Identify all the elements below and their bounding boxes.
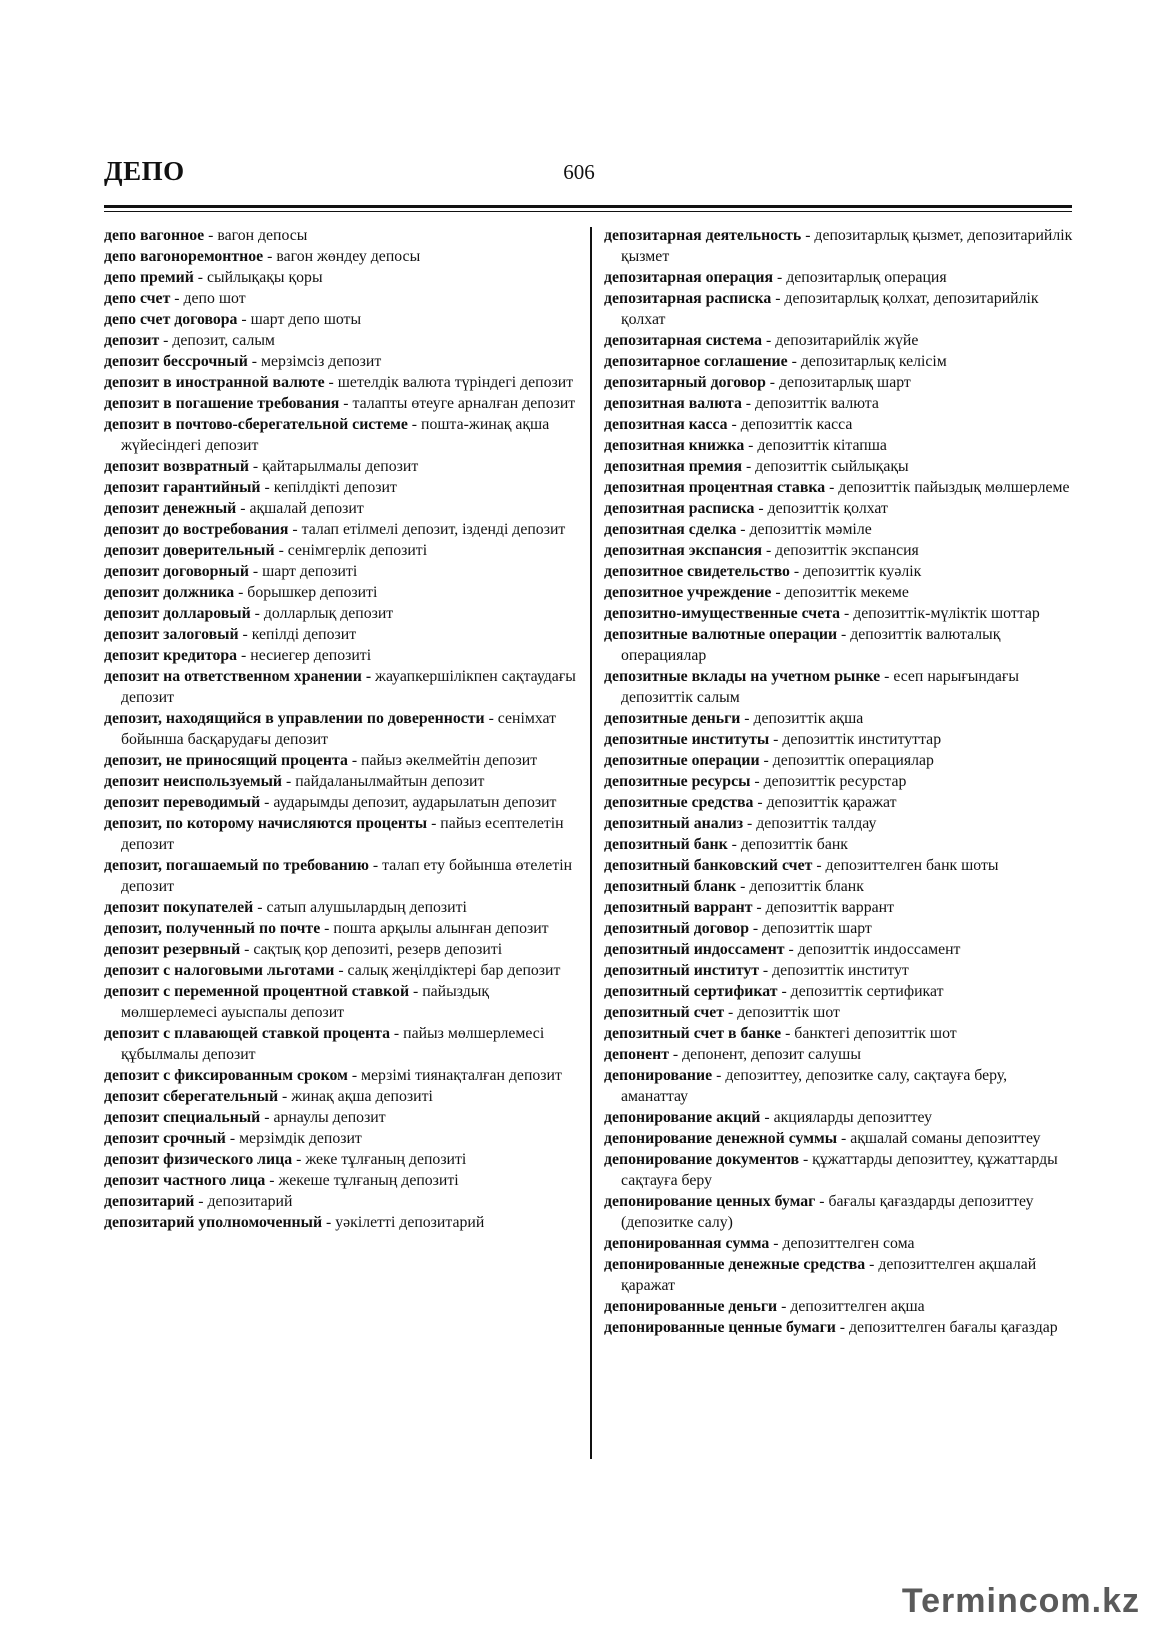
entry-definition: - депозиттік шот — [724, 1004, 840, 1021]
entry-definition: - депозиттік бланк — [736, 878, 864, 895]
dictionary-entry — [104, 561, 582, 582]
entry-definition: - депозиттелген бағалы қағаздар — [835, 1319, 1058, 1336]
entry-definition: - пайыз әкелмейтін депозит — [347, 752, 538, 769]
entry-term: депозит денежный — [104, 500, 237, 517]
entry-definition: - сатып алушылардың депозиті — [253, 899, 467, 916]
dictionary-entry — [104, 792, 582, 813]
entry-definition: - жинақ ақша депозиті — [278, 1088, 433, 1105]
entry-definition: - долларлық депозит — [250, 605, 394, 622]
dictionary-entry — [604, 708, 1074, 729]
entry-term: депозитные ресурсы — [604, 773, 751, 790]
entry-term: депозит с переменной процентной ставкой — [104, 983, 410, 1000]
entry-term: депо вагоноремонтное — [104, 248, 264, 265]
entry-term: депозит физического лица — [104, 1151, 293, 1168]
entry-term: депозит гарантийный — [104, 479, 261, 496]
entry-term: депозитная премия — [604, 458, 743, 475]
entry-term: депозитный счет в банке — [604, 1025, 782, 1042]
dictionary-entry — [604, 918, 1074, 939]
dictionary-entry — [104, 414, 582, 456]
entry-term: депозитный индоссамент — [604, 941, 785, 958]
entry-term: депозитарий — [104, 1193, 195, 1210]
dictionary-entry — [104, 1149, 582, 1170]
entry-definition: - жекеше тұлғаның депозиті — [265, 1172, 459, 1189]
entry-term: депозит с плавающей ставкой процента — [104, 1025, 390, 1042]
dictionary-entry — [604, 414, 1074, 435]
entry-definition: - депозиттелген ақша — [777, 1298, 925, 1315]
dictionary-entry — [104, 960, 582, 981]
dictionary-entry — [604, 393, 1074, 414]
entry-term: депозитная экспансия — [604, 542, 763, 559]
entry-term: депонированные ценные бумаги — [604, 1319, 836, 1336]
dictionary-entry — [104, 225, 582, 246]
entry-term: депозитный институт — [604, 962, 759, 979]
entry-term: депозитарный договор — [604, 374, 766, 391]
entry-definition: - депозиттік экспансия — [762, 542, 919, 559]
entry-definition: - депозиттік пайыздық мөлшерлеме — [825, 479, 1070, 496]
entry-term: депозитное свидетельство — [604, 563, 790, 580]
entry-definition: - депозиттік валюталық операциялар — [621, 626, 1001, 664]
entry-definition: - депозитарлық қызмет, депозитарийлік қызмет — [621, 227, 1073, 265]
dictionary-entry — [104, 1170, 582, 1191]
dictionary-entry — [604, 288, 1074, 330]
dictionary-entry — [104, 519, 582, 540]
dictionary-entry — [604, 372, 1074, 393]
entry-definition: - құжаттарды депозиттеу, құжаттарды сақтауға беру — [621, 1151, 1058, 1189]
dictionary-entry — [604, 561, 1074, 582]
entry-definition: - депозиттелген ақшалай қаражат — [621, 1256, 1037, 1294]
dictionary-entry — [604, 582, 1074, 603]
entry-definition: - акцияларды депозиттеу — [760, 1109, 933, 1126]
dictionary-entry — [604, 225, 1074, 267]
entry-term: депонирование ценных бумаг — [604, 1193, 816, 1210]
entry-term: депозит в погашение требования — [104, 395, 340, 412]
dictionary-entry — [604, 1065, 1074, 1107]
dictionary-entry — [604, 960, 1074, 981]
entry-definition: - депозиттік қаражат — [753, 794, 897, 811]
entry-term: депозит с фиксированным сроком — [104, 1067, 348, 1084]
dictionary-entry — [604, 666, 1074, 708]
entry-term: депозитные деньги — [604, 710, 741, 727]
entry-definition: - депозиттік институт — [758, 962, 909, 979]
entry-definition: - депозиттік валюта — [741, 395, 879, 412]
dictionary-entry — [604, 981, 1074, 1002]
entry-term: депозитарная система — [604, 332, 763, 349]
dictionary-entry — [604, 477, 1074, 498]
dictionary-entry — [104, 666, 582, 708]
dictionary-entry — [604, 624, 1074, 666]
dictionary-entry — [104, 477, 582, 498]
dictionary-entry — [104, 540, 582, 561]
entry-term: депонирование документов — [604, 1151, 800, 1168]
dictionary-entry — [104, 603, 582, 624]
entry-term: депозитный анализ — [604, 815, 744, 832]
entry-term: депозит долларовый — [104, 605, 251, 622]
entry-definition: - банктегі депозиттік шот — [781, 1025, 957, 1042]
entry-definition: - мерзімсіз депозит — [247, 353, 382, 370]
entry-term: депозитная валюта — [604, 395, 742, 412]
entry-term: депозит, полученный по почте — [104, 920, 321, 937]
dictionary-entry — [604, 456, 1074, 477]
dictionary-entry — [104, 246, 582, 267]
entry-term: депо счет договора — [104, 311, 238, 328]
entry-definition: - депозиттік индоссамент — [784, 941, 961, 958]
entry-term: депозит частного лица — [104, 1172, 266, 1189]
dictionary-entry — [104, 1212, 582, 1233]
entry-definition: - депозитарлық операция — [773, 269, 947, 286]
dictionary-entry — [604, 351, 1074, 372]
dictionary-entry — [104, 939, 582, 960]
entry-term: депо вагонное — [104, 227, 205, 244]
entry-term: депонирование акций — [604, 1109, 761, 1126]
entry-term: депозитная книжка — [604, 437, 745, 454]
site-watermark: Termincom.kz — [901, 1582, 1140, 1620]
entry-definition: - депозиттік институттар — [769, 731, 942, 748]
entry-definition: - депозит, салым — [159, 332, 275, 349]
entry-term: депонирование денежной суммы — [604, 1130, 838, 1147]
entry-term: депозитный банковский счет — [604, 857, 813, 874]
entry-term: депозитные средства — [604, 794, 754, 811]
dictionary-entry — [104, 897, 582, 918]
entry-definition: - депозитарий — [194, 1193, 293, 1210]
entry-term: депозитно-имущественные счета — [604, 605, 841, 622]
dictionary-entry — [604, 1044, 1074, 1065]
entry-definition: - шарт депо шоты — [237, 311, 362, 328]
dictionary-entry — [104, 708, 582, 750]
entry-definition: - депозиттік мәміле — [736, 521, 872, 538]
dictionary-entry — [104, 1191, 582, 1212]
entry-term: депозит резервный — [104, 941, 241, 958]
entry-term: депозит специальный — [104, 1109, 261, 1126]
entry-term: депонированные денежные средства — [604, 1256, 866, 1273]
entry-term: депозит, не приносящий процента — [104, 752, 348, 769]
entry-term: депозит в почтово-сберегательной системе — [104, 416, 408, 433]
entry-definition: - пайыз есептелетін депозит — [121, 815, 564, 853]
entry-definition: - пайыздық мөлшерлемесі ауыспалы депозит — [121, 983, 490, 1021]
entry-definition: - кепілді депозит — [238, 626, 357, 643]
dictionary-entry — [604, 771, 1074, 792]
entry-term: депо счет — [104, 290, 171, 307]
dictionary-entry — [604, 498, 1074, 519]
dictionary-entry — [104, 813, 582, 855]
entry-term: депозит, погашаемый по требованию — [104, 857, 369, 874]
entry-term: депозит — [104, 332, 160, 349]
entry-definition: - бағалы қағаздарды депозиттеу (депозитке салу) — [621, 1193, 1034, 1231]
dictionary-entry — [604, 267, 1074, 288]
dictionary-entry — [604, 1107, 1074, 1128]
entry-definition: - пошта арқылы алынған депозит — [320, 920, 549, 937]
dictionary-entry — [104, 456, 582, 477]
entry-term: депозитное учреждение — [604, 584, 772, 601]
dictionary-entry — [604, 1317, 1074, 1338]
entry-term: депозитные валютные операции — [604, 626, 838, 643]
entry-term: депозит в иностранной валюте — [104, 374, 325, 391]
entry-definition: - пайыз мөлшерлемесі құбылмалы депозит — [121, 1025, 545, 1063]
dictionary-entry — [604, 1002, 1074, 1023]
entry-term: депозитный договор — [604, 920, 749, 937]
entry-definition: - салық жеңілдіктері бар депозит — [334, 962, 561, 979]
dictionary-entry — [604, 792, 1074, 813]
entry-definition: - шетелдік валюта түріндегі депозит — [324, 374, 574, 391]
entry-term: депозитарная расписка — [604, 290, 772, 307]
entry-term: депозитная сделка — [604, 521, 737, 538]
entry-term: депозит возвратный — [104, 458, 249, 475]
entry-definition: - депозиттік операциялар — [759, 752, 934, 769]
dictionary-entry — [604, 750, 1074, 771]
page-header-word: ДЕПО — [104, 156, 185, 186]
entry-term: депозитная расписка — [604, 500, 755, 517]
dictionary-entry — [604, 1191, 1074, 1233]
dictionary-entry — [104, 645, 582, 666]
dictionary-entry — [104, 771, 582, 792]
dictionary-entry — [104, 309, 582, 330]
entry-definition: - мерзімі тиянақталған депозит — [347, 1067, 562, 1084]
dictionary-entry — [604, 519, 1074, 540]
dictionary-entry — [104, 981, 582, 1023]
entry-definition: - арнаулы депозит — [260, 1109, 386, 1126]
entry-term: депозит бессрочный — [104, 353, 248, 370]
entry-term: депозит кредитора — [104, 647, 238, 664]
dictionary-entry — [604, 876, 1074, 897]
entry-definition: - депозиттеу, депозитке салу, сақтауға беру, аманаттау — [621, 1067, 1008, 1105]
entry-definition: - талапты өтеуге арналған депозит — [339, 395, 576, 412]
entry-term: депозитная процентная ставка — [604, 479, 826, 496]
entry-definition: - депозиттік талдау — [743, 815, 877, 832]
entry-definition: - депозиттік куәлік — [789, 563, 922, 580]
entry-definition: - сақтық қор депозиті, резерв депозиті — [240, 941, 503, 958]
entry-definition: - пошта-жинақ ақша жүйесіндегі депозит — [121, 416, 550, 454]
column-divider — [590, 227, 592, 1459]
entry-term: депозит неиспользуемый — [104, 773, 283, 790]
entry-term: депозит, находящийся в управлении по доверенности — [104, 710, 485, 727]
dictionary-entry — [104, 330, 582, 351]
right-column — [604, 225, 1074, 1338]
entry-definition: - борышкер депозиті — [234, 584, 378, 601]
dictionary-entry — [604, 834, 1074, 855]
entry-term: депозитарное соглашение — [604, 353, 788, 370]
entry-term: депозит переводимый — [104, 794, 261, 811]
entry-definition: - депозиттік қолхат — [754, 500, 888, 517]
entry-definition: - уәкілетті депозитарий — [322, 1214, 485, 1231]
page-number: 606 — [563, 160, 595, 184]
entry-term: депозитарная операция — [604, 269, 774, 286]
entry-definition: - мерзімдік депозит — [225, 1130, 362, 1147]
entry-definition: - сыйлықақы қоры — [193, 269, 323, 286]
entry-definition: - депозитарлық шарт — [765, 374, 911, 391]
entry-term: депо премий — [104, 269, 194, 286]
dictionary-entry — [604, 855, 1074, 876]
entry-definition: - ақшалай депозит — [236, 500, 364, 517]
entry-definition: - депозиттік банк — [727, 836, 848, 853]
header-rule — [104, 205, 1072, 208]
entry-definition: - шарт депозиті — [248, 563, 358, 580]
entry-definition: - депозиттелген банк шоты — [812, 857, 999, 874]
entry-definition: - депозитарлық қолхат, депозитарийлік қолхат — [621, 290, 1039, 328]
entry-term: депозитный сертификат — [604, 983, 778, 1000]
dictionary-entry — [104, 351, 582, 372]
entry-definition: - кепілдікті депозит — [260, 479, 397, 496]
entry-term: депозит с налоговыми льготами — [104, 962, 335, 979]
entry-definition: - қайтарылмалы депозит — [248, 458, 419, 475]
dictionary-entry — [604, 729, 1074, 750]
dictionary-entry — [104, 855, 582, 897]
dictionary-entry — [104, 498, 582, 519]
entry-term: депозитные вклады на учетном рынке — [604, 668, 881, 685]
entry-definition: - талап етілмелі депозит, ізденді депозит — [288, 521, 566, 538]
dictionary-entry — [104, 750, 582, 771]
entry-definition: - вагон депосы — [204, 227, 308, 244]
entry-definition: - аударымды депозит, аударылатын депозит — [260, 794, 557, 811]
entry-definition: - депонент, депозит салушы — [668, 1046, 861, 1063]
dictionary-entry — [604, 330, 1074, 351]
entry-definition: - несиегер депозиті — [237, 647, 372, 664]
dictionary-entry — [604, 1254, 1074, 1296]
entry-definition: - депозитарлық келісім — [787, 353, 947, 370]
entry-term: депозит срочный — [104, 1130, 226, 1147]
entry-definition: - депо шот — [170, 290, 246, 307]
entry-definition: - депозиттік мекеме — [771, 584, 909, 601]
entry-definition: жауапкершілікпен сақтаудағы депозит — [121, 668, 576, 706]
entry-definition: - депозиттік сертификат — [777, 983, 944, 1000]
entry-term: депозитный счет — [604, 1004, 725, 1021]
header-rule-thin — [104, 211, 1072, 212]
entry-term: депозит сберегательный — [104, 1088, 279, 1105]
dictionary-entry — [604, 603, 1074, 624]
dictionary-entry — [104, 624, 582, 645]
entry-definition: - есеп нарығындағы депозиттік салым — [621, 668, 1020, 706]
entry-term: депозитный банк — [604, 836, 728, 853]
entry-definition: - депозиттік шарт — [748, 920, 872, 937]
entry-term: депозит на ответственном хранении - — [104, 668, 372, 685]
entry-definition: - пайдаланылмайтын депозит — [282, 773, 485, 790]
entry-definition: - депозитарийлік жүйе — [762, 332, 919, 349]
dictionary-entry — [104, 582, 582, 603]
entry-definition: - депозиттік ақша — [740, 710, 864, 727]
entry-term: депозит покупателей — [104, 899, 254, 916]
left-column — [104, 225, 582, 1233]
dictionary-entry — [604, 1128, 1074, 1149]
dictionary-entry — [104, 393, 582, 414]
dictionary-entry — [604, 1023, 1074, 1044]
entry-term: депозит, по которому начисляются проценты — [104, 815, 428, 832]
entry-term: депонированные деньги — [604, 1298, 778, 1315]
dictionary-entry — [604, 1149, 1074, 1191]
entry-definition: - сенімгерлік депозиті — [274, 542, 428, 559]
dictionary-entry — [604, 939, 1074, 960]
entry-term: депозитарная деятельность — [604, 227, 802, 244]
entry-term: депозит залоговый — [104, 626, 239, 643]
entry-term: депозит доверительный — [104, 542, 275, 559]
entry-definition: - талап ету бойынша өтелетін депозит — [121, 857, 573, 895]
entry-term: депозитарий уполномоченный — [104, 1214, 323, 1231]
dictionary-entry — [104, 1107, 582, 1128]
entry-term: депозитные институты — [604, 731, 770, 748]
dictionary-entry — [604, 1233, 1074, 1254]
entry-definition: - ақшалай соманы депозиттеу — [837, 1130, 1041, 1147]
entry-definition: - депозиттік-мүліктік шоттар — [840, 605, 1040, 622]
dictionary-entry — [604, 435, 1074, 456]
dictionary-entry — [104, 372, 582, 393]
entry-definition: - депозиттік касса — [727, 416, 853, 433]
entry-term: депозит должника — [104, 584, 235, 601]
entry-definition: - жеке тұлғаның депозиті — [292, 1151, 467, 1168]
dictionary-entry — [104, 288, 582, 309]
entry-term: депозитный бланк — [604, 878, 737, 895]
dictionary-entry — [104, 1065, 582, 1086]
entry-definition: - депозиттік ресурстар — [750, 773, 907, 790]
dictionary-entry — [104, 1086, 582, 1107]
dictionary-entry — [604, 1296, 1074, 1317]
dictionary-entry — [104, 918, 582, 939]
entry-definition: - депозиттік кітапша — [744, 437, 887, 454]
entry-definition: - сенімхат бойынша басқарудағы депозит — [121, 710, 557, 748]
dictionary-entry — [604, 540, 1074, 561]
entry-definition: - вагон жөндеу депосы — [263, 248, 421, 265]
entry-definition: - депозиттік сыйлықақы — [742, 458, 909, 475]
dictionary-entry — [104, 267, 582, 288]
entry-term: депозит до востребования — [104, 521, 289, 538]
dictionary-entry — [604, 897, 1074, 918]
entry-term: депонент — [604, 1046, 669, 1063]
entry-term: депонирование — [604, 1067, 713, 1084]
entry-term: депозит договорный — [104, 563, 249, 580]
entry-definition: - депозиттік варрант — [752, 899, 894, 916]
dictionary-entry — [604, 813, 1074, 834]
entry-term: депозитный варрант — [604, 899, 753, 916]
dictionary-entry — [104, 1128, 582, 1149]
entry-term: депозитная касса — [604, 416, 728, 433]
entry-definition: - депозиттелген сома — [769, 1235, 915, 1252]
dictionary-entry — [104, 1023, 582, 1065]
entry-term: депонированная сумма — [604, 1235, 770, 1252]
entry-term: депозитные операции — [604, 752, 760, 769]
